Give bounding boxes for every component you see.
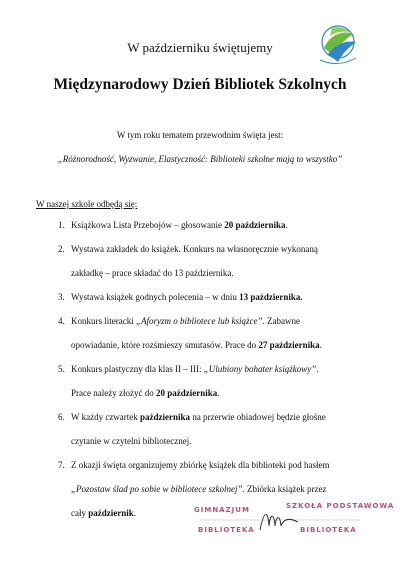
item-text-part: Konkurs literacki	[71, 316, 136, 326]
list-item	[58, 411, 358, 447]
item-text-part: opowiadanie, które rozśmieszy smutasów. Prace do	[71, 340, 259, 350]
item-text-part: .	[316, 364, 319, 374]
item-number: 1.	[58, 220, 65, 230]
item-text-continuation	[71, 387, 358, 399]
list-item	[58, 219, 358, 231]
events-list	[58, 219, 358, 531]
item-text	[71, 363, 358, 399]
item-text	[71, 243, 358, 279]
item-text-part: . Zabawne	[262, 316, 300, 326]
stamp-graphic	[190, 496, 395, 542]
handwritten-signature	[260, 514, 298, 530]
item-text	[71, 315, 358, 351]
item-text-part: Książkowa Lista Przebojów – głosowanie	[71, 220, 225, 230]
list-item	[58, 363, 358, 399]
item-text-continuation	[71, 483, 358, 495]
item-text-part: Wystawa zakładek do książek. Konkurs na własnoręcznie wykonaną	[71, 244, 318, 254]
item-date: października	[140, 412, 191, 422]
item-date: 20 października	[155, 388, 218, 398]
item-date: 20 października	[224, 220, 286, 230]
item-text-part: Konkurs plastyczny dla klas II – III:	[71, 364, 204, 374]
item-date: 13 października.	[239, 292, 303, 302]
item-title: „Aforyzm o bibliotece lub książce”	[135, 316, 263, 326]
item-date: październik	[88, 508, 134, 518]
item-text-continuation: zakładkę – prace składać do 13 października.	[71, 268, 234, 278]
stamp-right-line1: SZKOŁA PODSTAWOWA	[286, 502, 395, 510]
item-text-part: cały	[71, 508, 89, 518]
events-subheading: W naszej szkole odbędą się:	[36, 199, 138, 209]
item-text	[71, 411, 358, 447]
item-text-part: .	[285, 220, 288, 230]
page-title: Międzynarodowy Dzień Bibliotek Szkolnych	[53, 76, 347, 93]
item-number: 7.	[58, 460, 65, 470]
item-text-part: .	[217, 388, 220, 398]
stamp-left-line2: BIBLIOTEKA	[198, 526, 255, 534]
item-number: 6.	[58, 412, 65, 422]
list-item	[58, 243, 358, 279]
list-item	[58, 291, 358, 303]
item-text-part: Wystawa książek godnych polecenia – w dniu	[71, 292, 240, 302]
stamp-right-line2: BIBLIOTEKA	[300, 526, 357, 534]
school-library-globe-logo	[316, 22, 360, 68]
item-title: „Pozostaw ślad po sobie w bibliotece szkolnej”	[71, 484, 243, 494]
list-item	[58, 315, 358, 351]
item-title: „Ulubiony bohater książkowy”	[203, 364, 317, 374]
item-number: 4.	[58, 316, 65, 326]
item-date: 27 października	[258, 340, 320, 350]
item-text-part: na przerwie obiadowej będzie głośne	[190, 412, 326, 422]
item-text-continuation: czytanie w czytelni bibliotecznej.	[71, 436, 192, 446]
item-text-part: . Zbiórka książek przez	[242, 484, 327, 494]
theme-quote: „Różnorodność, Wyzwanie, Elastyczność: Biblioteki szkolne mają to wszystko”	[57, 154, 343, 164]
heading-line1: W październiku świętujemy	[127, 40, 273, 55]
item-text-part: .	[133, 508, 137, 518]
stamp-left-line1: GIMNAZJUM	[194, 506, 250, 514]
item-text	[71, 291, 358, 303]
item-number: 2.	[58, 244, 65, 254]
item-text	[71, 219, 358, 231]
item-text-part: Prace należy złożyć do	[71, 388, 156, 398]
item-text-continuation	[71, 339, 358, 351]
intro-line: W tym roku tematem przewodnim święta jest:	[116, 130, 284, 140]
item-text-part: W każdy czwartek	[71, 412, 141, 422]
item-text-part: .	[319, 340, 322, 350]
item-number: 5.	[58, 364, 65, 374]
item-text-part: Z okazji święta organizujemy zbiórkę książek dla biblioteki pod hasłem	[71, 460, 330, 470]
logo-icon	[316, 22, 360, 68]
library-stamps	[190, 496, 395, 542]
item-number: 3.	[58, 292, 65, 302]
